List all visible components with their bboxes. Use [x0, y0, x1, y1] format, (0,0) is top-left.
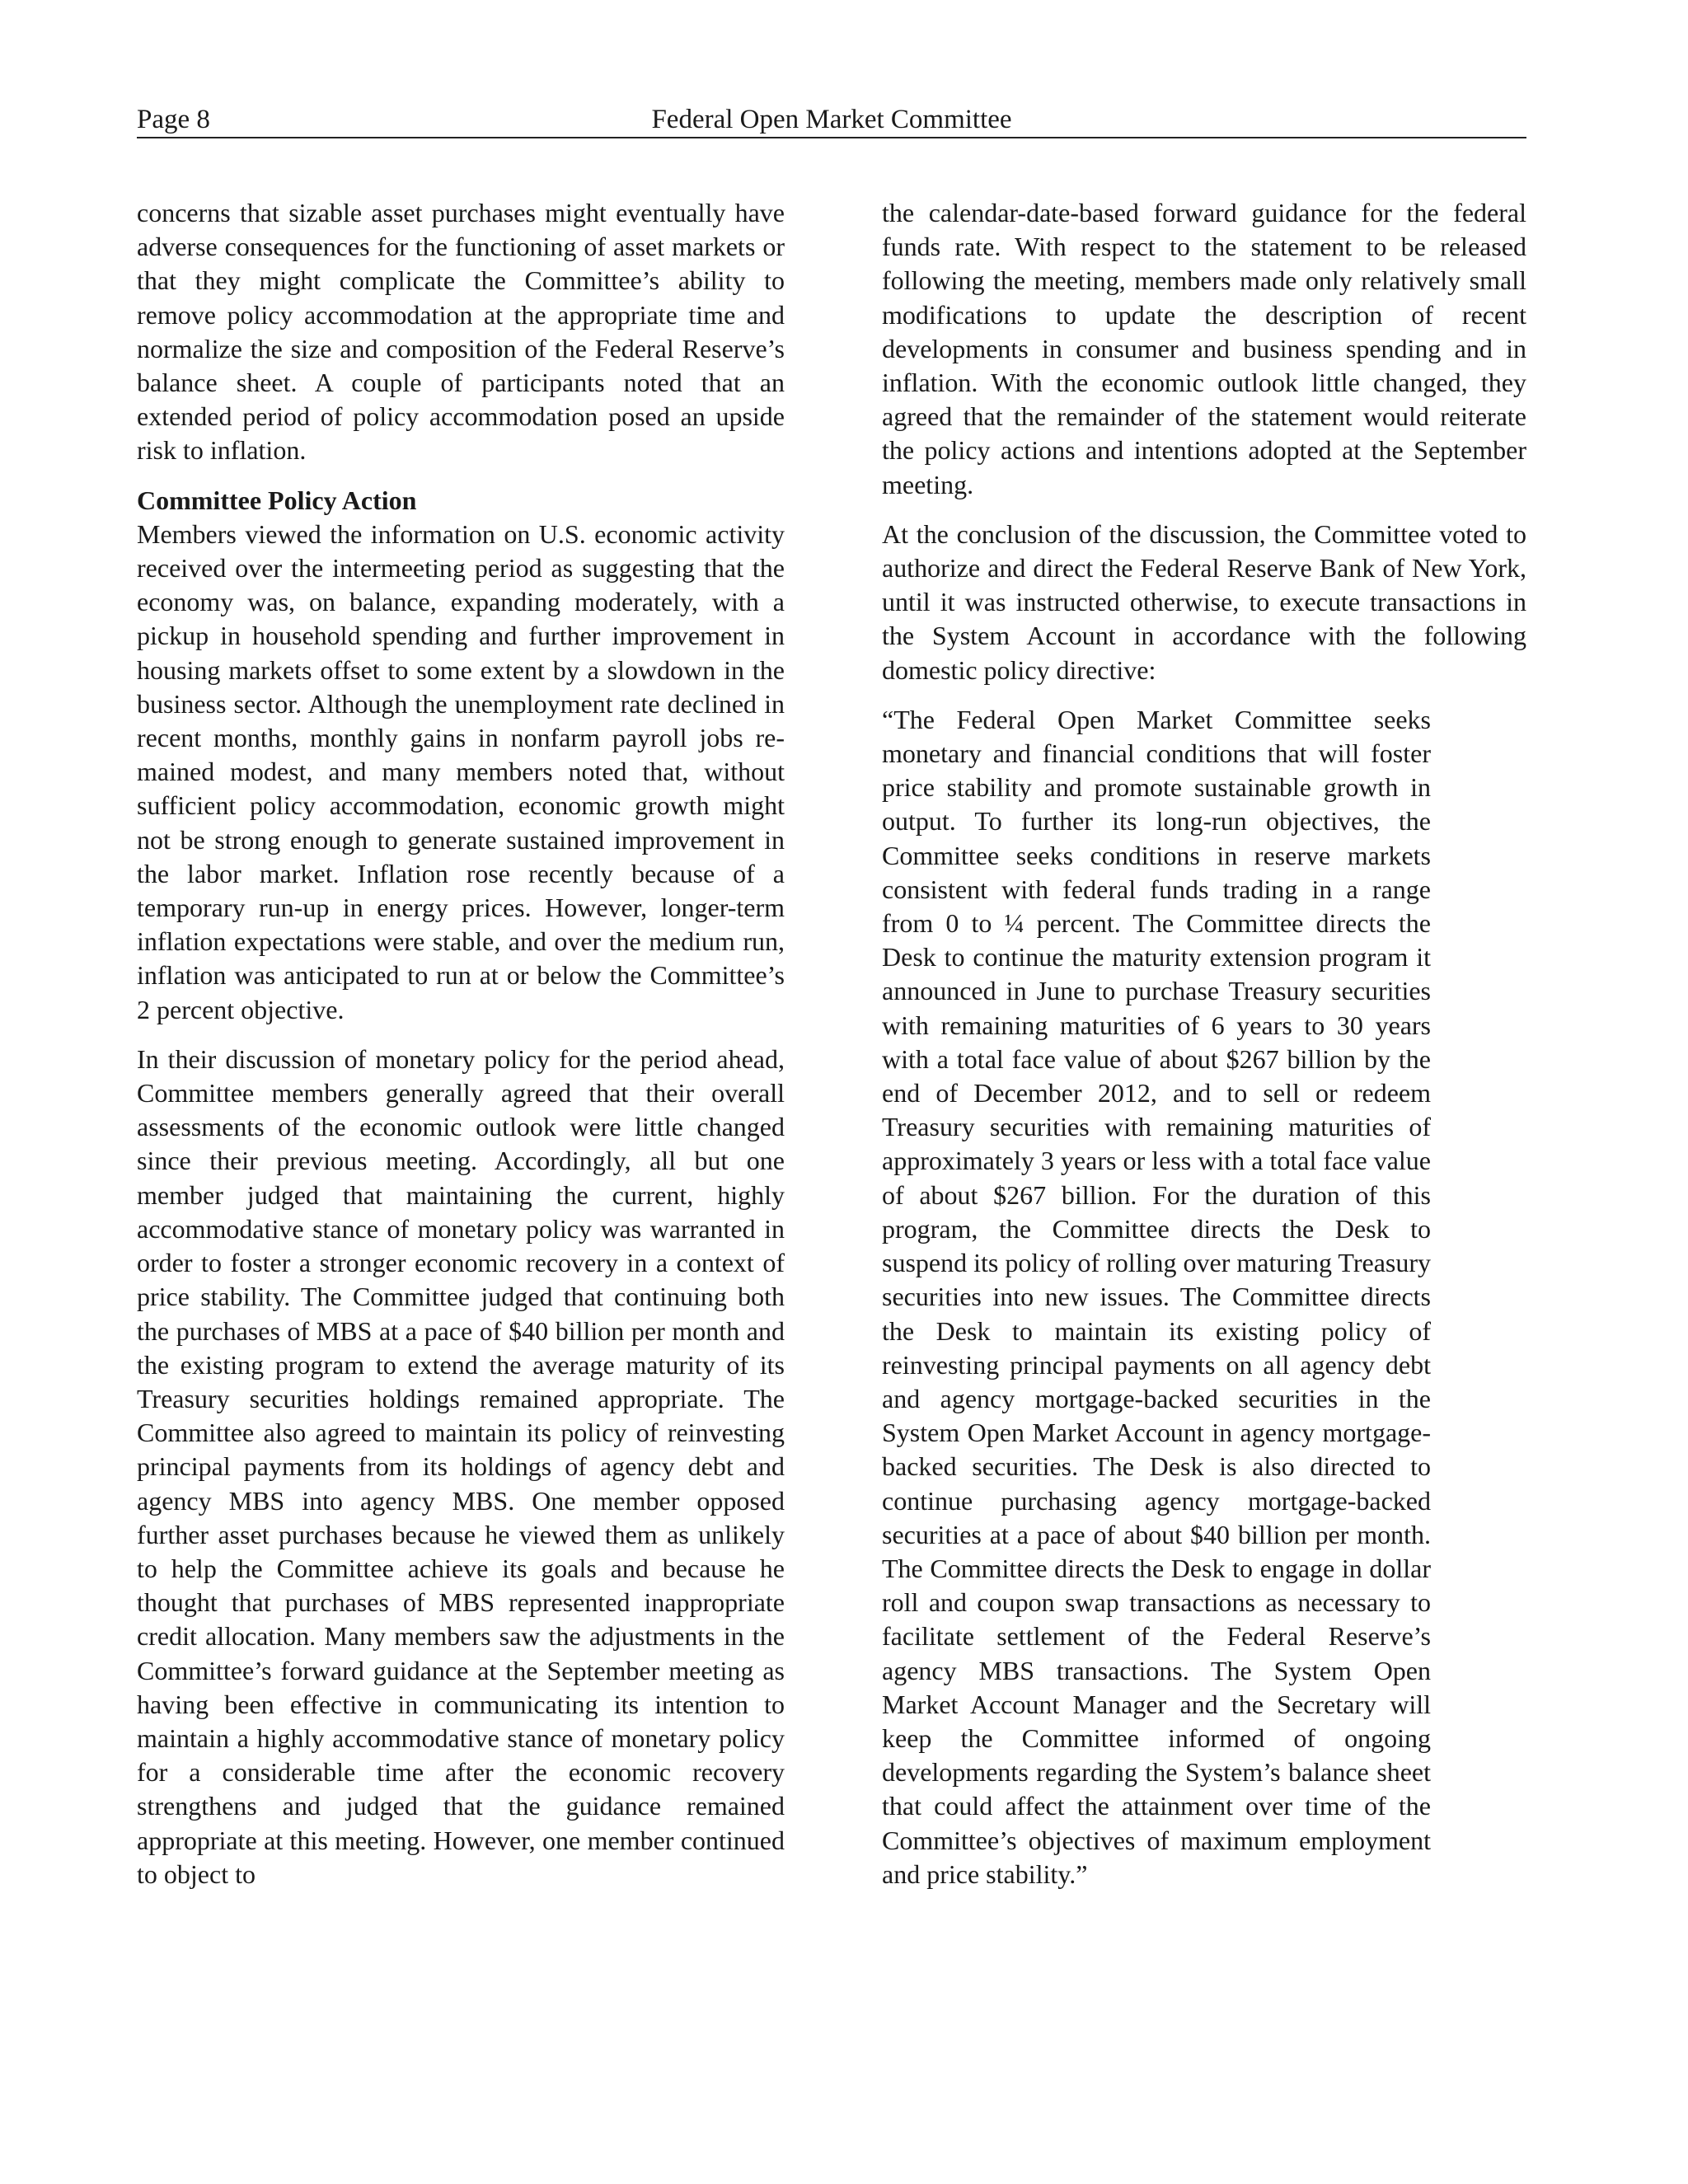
right-column — [882, 196, 1526, 1907]
page-number: Page 8 — [137, 105, 210, 134]
running-title: Federal Open Market Committee — [651, 105, 1012, 134]
paragraph-members-viewed: Members viewed the information on U.S. economic activity received over the intermeeting period as suggesting that the economy was, on balance, expanding moderately, with a pickup in household spending and further improvement in housing markets offset to some extent by a slowdown in the business sector. Although the unemployment rate declined in recent months, monthly gains in nonfarm payroll jobs remained modest, and many members noted that, without sufficient policy accommodation, economic growth might not be strong enough to generate sustained improvement in the labor market. Inflation rose recently because of a temporary run-up in energy prices. However, longer-term inflation expectations were stable, and over the medium run, inflation was anticipated to run at or below the Committee’s 2 percent objective. — [137, 518, 785, 1024]
policy-directive-quote: “The Federal Open Market Committee seeks monetary and financial conditions that will foster price stability and promote sustainable growth in output. To further its long-run objectives, the Committee seeks conditions in reserve markets consistent with federal funds trading in a range from 0 to ¼ percent. The Committee directs the Desk to continue the maturity extension program it announced in June to purchase Treasury securities with remaining maturities of 6 years to 30 years with a total face value of about $267 billion by the end of December 2012, and to sell or redeem Treasury securities with remaining maturities of approximately 3 years or less with a total face value of about $267 billion. For the duration of this program, the Committee directs the Desk to suspend its policy of rolling over maturing Treasury securities into new issues. The Committee directs the Desk to maintain its existing policy of reinvesting principal payments on all agency debt and agency mortgage-backed securities in the System Open Market Account in agency mortgage-backed securities. The Desk is also directed to continue purchasing agency mortgage-backed securities at a pace of about $40 billion per month. The Committee directs the Desk to engage in dollar roll and coupon swap transactions as necessary to facilitate settlement of the Federal Reserve’s agency MBS transactions. The System Open Market Account Manager and the Secretary will keep the Committee informed of ongoing developments regarding the System’s balance sheet that could affect the attainment over time of the Committee’s objectives of maximum employment and price stability.” — [882, 704, 1431, 1889]
left-column — [137, 196, 785, 1907]
paragraph-continued: concerns that sizable asset purchases might eventually have adverse consequences for the functioning of asset markets or that they might complicate the Committee’s ability to remove policy accommodation at the appropriate time and normalize the size and composition of the Federal Reserve’s balance sheet. A couple of participants noted that an extended period of policy accommodation posed an upside risk to inflation. — [137, 198, 785, 466]
paragraph-discussion: In their discussion of monetary policy for the period ahead, Committee members generally agreed that their overall assessments of the economic outlook were little changed since their previous meeting. Accordingly, all but one member judged that maintaining the current, highly accommodative stance of monetary policy was warranted in order to foster a stronger economic recovery in a context of price stability. The Committee judged that continuing both the purchases of MBS at a pace of $40 billion per month and the existing program to extend the average maturity of its Treasury securities holdings remained appropriate. The Committee also agreed to maintain its policy of reinvesting principal payments from its holdings of agency debt and agency MBS into agency MBS. One member opposed further asset purchases because he viewed them as unlikely to help the Committee achieve its goals and because he thought that purchases of MBS represented inappropriate credit allocation. Many members saw the adjustments in the Committee’s forward guidance at the September meeting as having been effective in communicating its intention to maintain a highly accommodative stance of monetary policy for a considerable time after the economic recovery strengthens and judged that the guidance remained appropriate at this meeting. However, one member continued to object to — [137, 1043, 785, 1889]
section-heading: Committee Policy Action — [137, 485, 417, 515]
paragraph-conclusion: At the conclusion of the discussion, the Committee voted to authorize and direct the Federal Reserve Bank of New York, until it was instructed otherwise, to execute transactions in the System Account in accordance with the following domestic policy directive: — [882, 518, 1526, 685]
paragraph-forward-guidance: the calendar-date-based forward guidance for the federal funds rate. With respect to the statement to be released following the meeting, members made only relatively small modifications to update the description of recent developments in consumer and business spending and in inflation. With the economic outlook little changed, they agreed that the remainder of the statement would reiterate the policy actions and intentions adopted at the September meeting. — [882, 198, 1526, 499]
page-header — [137, 102, 1526, 138]
